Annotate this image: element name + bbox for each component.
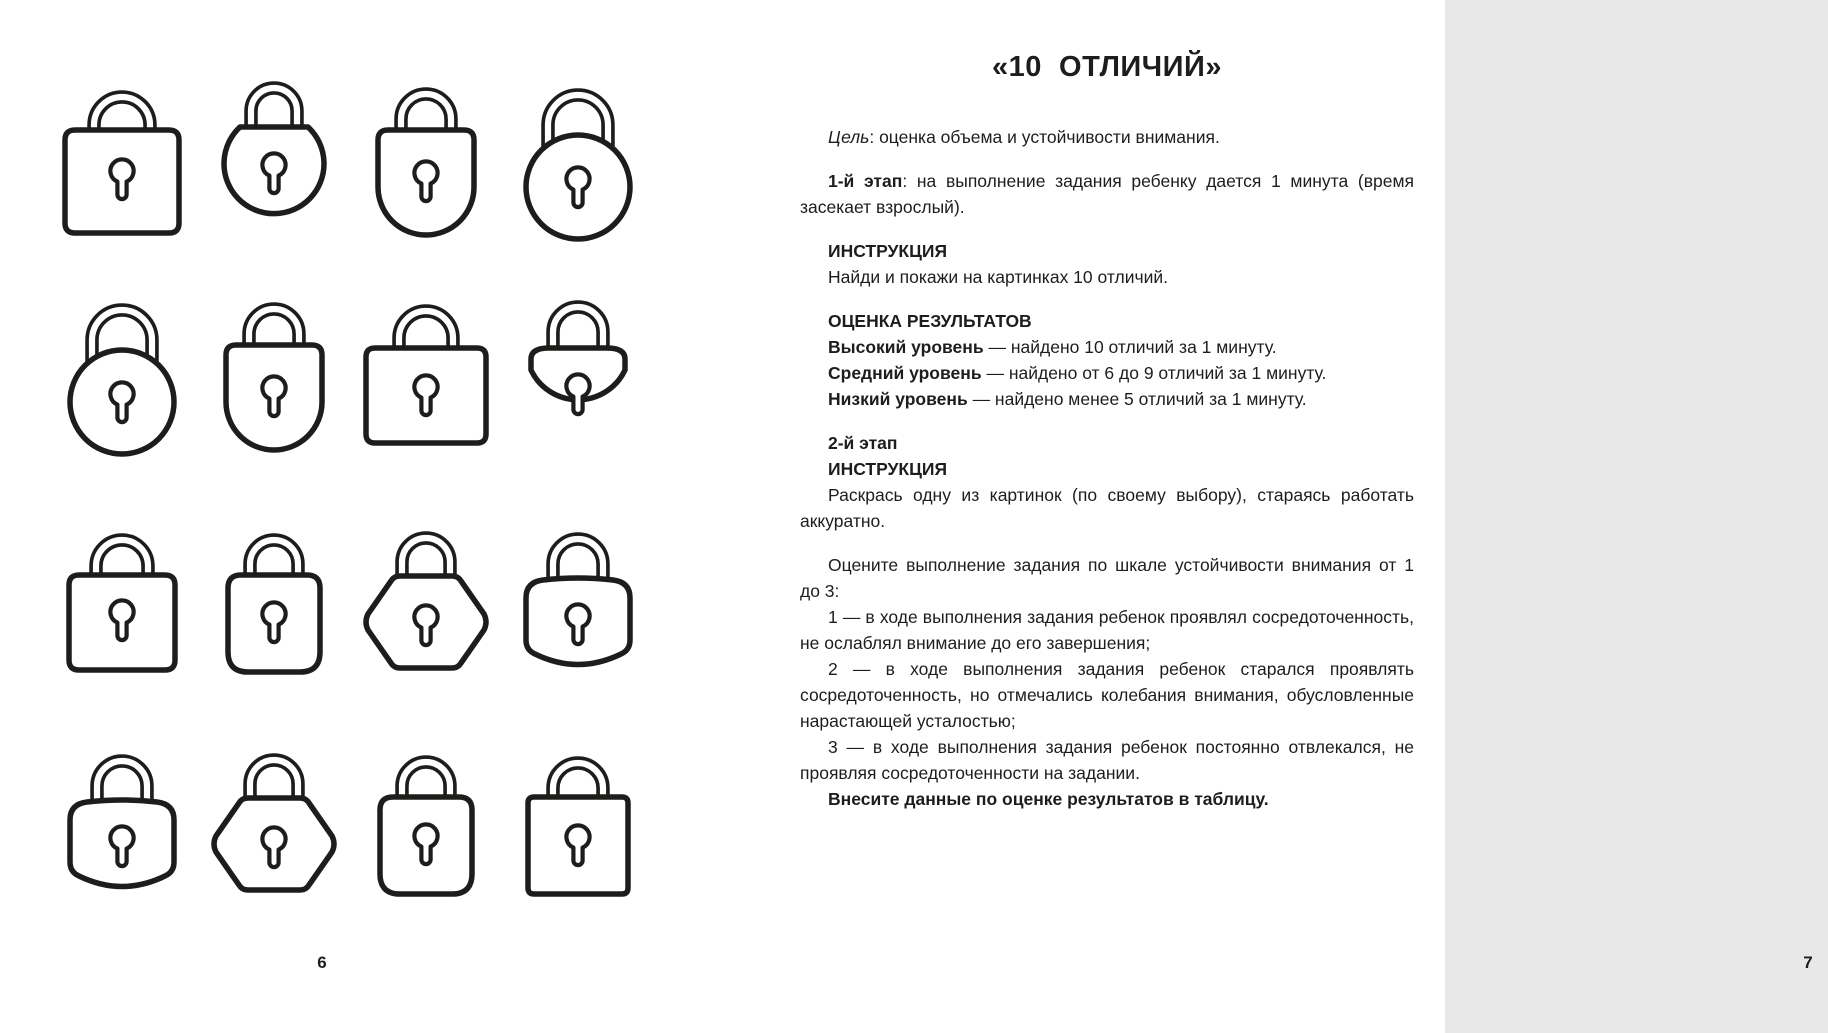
padlock-icon bbox=[503, 500, 653, 700]
text-column bbox=[800, 50, 1414, 812]
keyhole-icon bbox=[566, 374, 589, 414]
padlock-icon bbox=[351, 722, 501, 922]
paragraph-lead: 1-й этап bbox=[828, 171, 903, 191]
lock-cell bbox=[503, 722, 653, 922]
left-page bbox=[0, 0, 722, 1033]
scale-item-2: 2 — в ходе выполнения задания ребенок старался проявлять сосредоточенность, но отмечались колебания внимания, обусловленные нарастающей усталостью; bbox=[800, 659, 1414, 731]
goal-line: Цель: оценка объема и устойчивости внимания. bbox=[828, 127, 1220, 147]
padlock-icon bbox=[351, 270, 501, 470]
page-title: «10 ОТЛИЧИЙ» bbox=[992, 51, 1222, 83]
scale-item-1: 1 — в ходе выполнения задания ребенок проявлял сосредоточенность, не ослаблял внимание до его завершения; bbox=[800, 607, 1414, 653]
lock-row bbox=[47, 500, 653, 700]
lock-cell bbox=[351, 55, 501, 255]
lock-cell bbox=[351, 500, 501, 700]
locks-grid bbox=[0, 0, 722, 1033]
lock-cell bbox=[503, 270, 653, 470]
scale-intro: Оцените выполнение задания по шкале устойчивости внимания от 1 до 3: bbox=[800, 555, 1414, 601]
lock-cell bbox=[503, 55, 653, 255]
padlock-icon bbox=[503, 270, 653, 470]
padlock-icon bbox=[199, 722, 349, 922]
final-note: Внесите данные по оценке результатов в таблицу. bbox=[828, 789, 1269, 809]
lock-cell bbox=[47, 722, 197, 922]
results-heading: ОЦЕНКА РЕЗУЛЬТАТОВ bbox=[828, 311, 1032, 331]
padlock-icon bbox=[47, 500, 197, 700]
lock-cell bbox=[503, 500, 653, 700]
padlock-icon bbox=[351, 55, 501, 255]
lock-cell bbox=[199, 270, 349, 470]
page-number-left: 6 bbox=[317, 953, 327, 972]
padlock-icon bbox=[47, 55, 197, 255]
padlock-icon bbox=[47, 270, 197, 470]
text-blocks bbox=[800, 124, 1414, 812]
padlock-icon bbox=[503, 55, 653, 255]
lock-cell bbox=[351, 722, 501, 922]
instruction-text: Найди и покажи на картинках 10 отличий. bbox=[828, 267, 1169, 287]
lock-row bbox=[47, 722, 653, 922]
lock-cell bbox=[351, 270, 501, 470]
padlock-icon bbox=[199, 500, 349, 700]
page-number-right: 7 bbox=[1803, 953, 1813, 972]
lock-cell bbox=[47, 500, 197, 700]
lock-cell bbox=[47, 270, 197, 470]
lock-cell bbox=[199, 55, 349, 255]
level-medium: Средний уровень — найдено от 6 до 9 отличий за 1 минуту. bbox=[828, 363, 1327, 383]
instruction-heading: ИНСТРУКЦИЯ bbox=[828, 241, 948, 261]
instruction2-heading: ИНСТРУКЦИЯ bbox=[828, 459, 948, 479]
stage1-line: 1-й этап: на выполнение задания ребенку дается 1 минута (время засекает взрослый). bbox=[800, 171, 1414, 217]
padlock-icon bbox=[351, 500, 501, 700]
lock-row bbox=[47, 270, 653, 470]
paragraph-lead: Высокий уровень bbox=[828, 337, 984, 357]
lock-row bbox=[47, 55, 653, 255]
right-page bbox=[722, 0, 1813, 1033]
paragraph-lead: Низкий уровень bbox=[828, 389, 968, 409]
lock-cell bbox=[199, 500, 349, 700]
paragraph-lead: Средний уровень bbox=[828, 363, 982, 383]
level-high: Высокий уровень — найдено 10 отличий за 1 минуту. bbox=[828, 337, 1277, 357]
scale-item-3: 3 — в ходе выполнения задания ребенок постоянно отвлекался, не проявляя сосредоточенности на задании. bbox=[800, 737, 1414, 783]
padlock-icon bbox=[199, 55, 349, 255]
stage2-heading: 2-й этап bbox=[828, 433, 898, 453]
padlock-icon bbox=[503, 722, 653, 922]
lock-cell bbox=[199, 722, 349, 922]
padlock-icon bbox=[47, 722, 197, 922]
instruction2-text: Раскрась одну из картинок (по своему выбору), стараясь работать аккуратно. bbox=[800, 485, 1414, 531]
paragraph-lead: Цель bbox=[828, 127, 870, 147]
lock-cell bbox=[47, 55, 197, 255]
level-low: Низкий уровень — найдено менее 5 отличий за 1 минуту. bbox=[828, 389, 1307, 409]
padlock-icon bbox=[199, 270, 349, 470]
